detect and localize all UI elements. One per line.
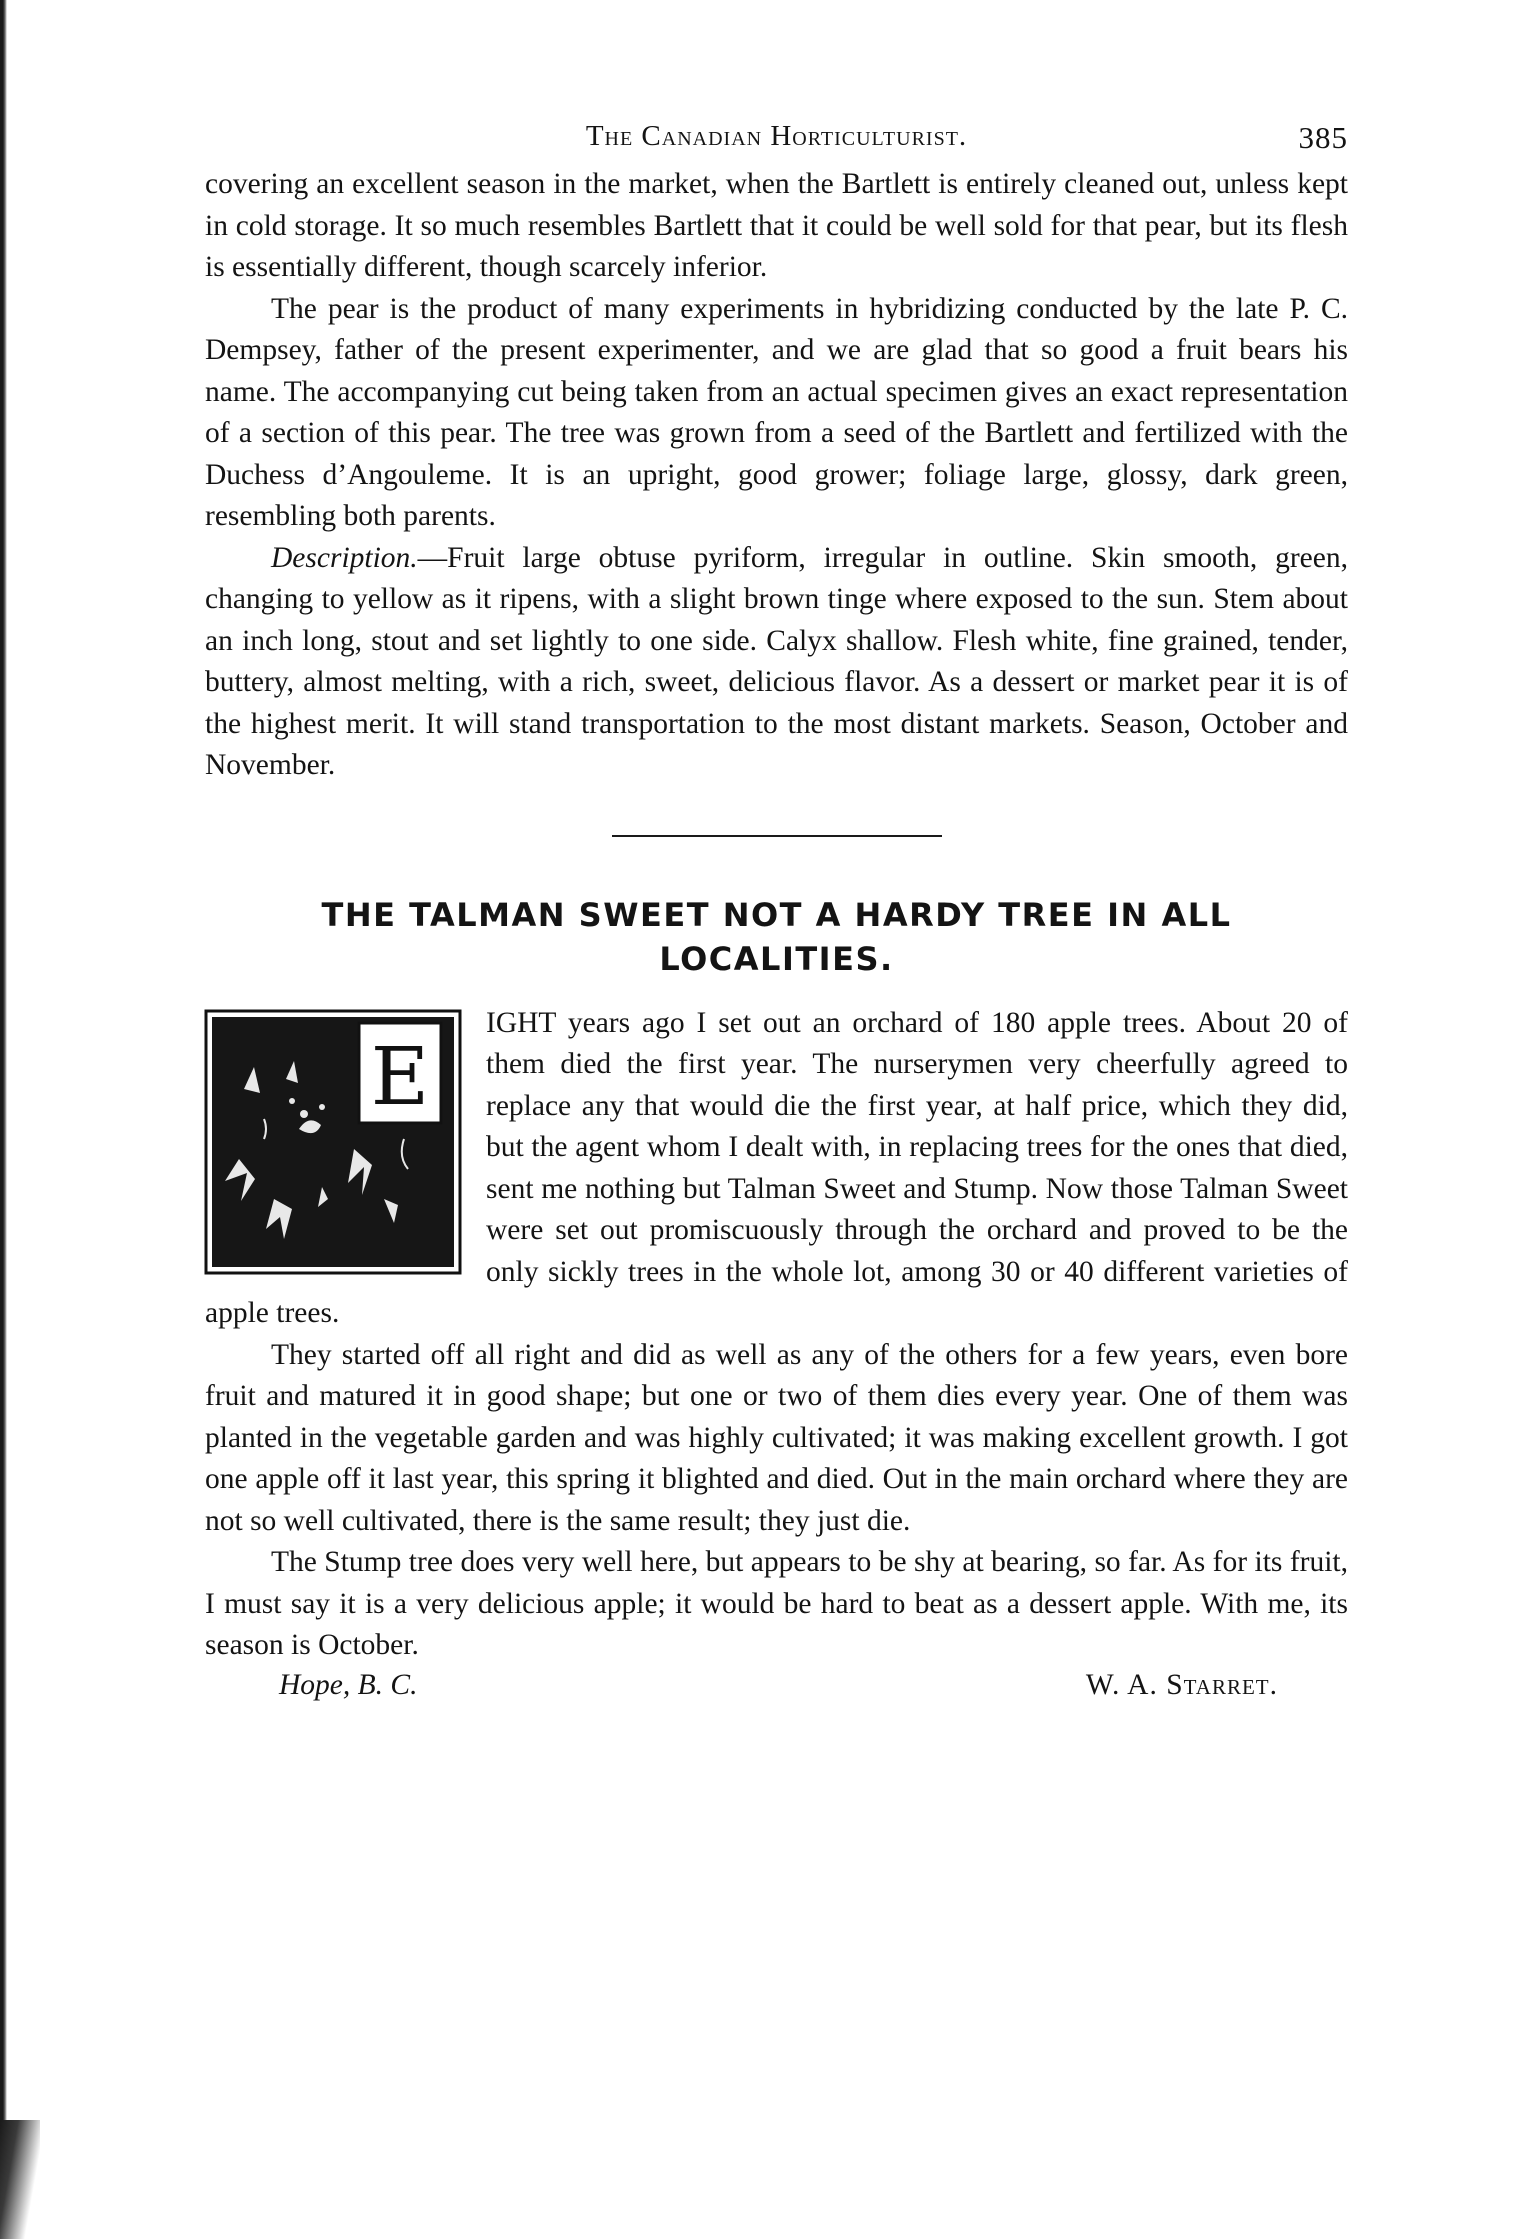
byline-author: W. A. Starret. (1085, 1668, 1278, 1701)
description-text: —Fruit large obtuse pyriform, irregular in outline. Skin smooth, green, changing to yellow as it ripens, with a slight brown tinge where exposed to the sun. Stem about an inch long, stout and set lightly to one side. Calyx shallow. Flesh white, fine grained, tender, buttery, almost melting, with a rich, sweet, delicious flavor. As a dessert or market pear it is of the highest merit. It will stand transportation to the most distant markets. Season, October and November. (205, 541, 1348, 781)
article-title: THE TALMAN SWEET NOT A HARDY TREE IN ALL LOCALITIES. (321, 895, 1232, 978)
paragraph-pear-description (205, 538, 1348, 787)
drop-cap-graphic (204, 1009, 462, 1275)
article-body (205, 1003, 1348, 1713)
page (205, 120, 1348, 1713)
description-lead: Description. (271, 541, 418, 574)
paragraph-talman-planting: IGHT years ago I set out an orchard of 180 apple trees. About 20 of them died the first year. The nurserymen very cheerfully agreed to replace any that would die the first year, at half price, which they did, but the agent whom I dealt with, in replacing trees for the ones that died, sent me nothing but Talman Sweet and Stump. Now those Talman Sweet were set out promiscuously through the orchard and proved to be the only sickly trees in the whole lot, among 30 or 40 different varieties of apple trees. (205, 1006, 1348, 1329)
paragraph-stump-tree: The Stump tree does very well here, but appears to be shy at bearing, so far. As for its fruit, I must say it is a very delicious apple; it would be hard to beat as a dessert apple. With me, its season is October. (205, 1546, 1348, 1661)
page-number: 385 (1298, 120, 1348, 155)
byline-place: Hope, B. C. (279, 1668, 418, 1701)
byline (205, 1669, 1348, 1713)
section-divider (612, 835, 942, 837)
drop-cap-ornament (204, 1009, 462, 1275)
paragraph-pear-origin: The pear is the product of many experiments in hybridizing conducted by the late P. C. Dempsey, father of the present experimenter, and we are glad that so good a fruit bears his name. The accompanying cut being taken from an actual specimen gives an exact representation of a section of this pear. The tree was grown from a seed of the Bartlett and fertilized with the Duchess d’Angouleme. It is an upright, good grower; foliage large, glossy, dark green, resembling both parents. (205, 292, 1348, 532)
running-title: The Canadian Horticulturist. (585, 120, 968, 152)
drop-cap-letter: E (370, 1029, 430, 1123)
running-head (205, 120, 1348, 164)
book-spine-shadow (0, 0, 7, 2239)
book-spine-corner (0, 2120, 40, 2239)
paragraph-talman-decline: They started off all right and did as well as any of the others for a few years, even bore fruit and matured it in good shape; but one or two of them dies every year. One of them was planted in the vegetable garden and was highly cultivated; it was making excellent growth. I got one apple off it last year, this spring it blighted and died. Out in the main orchard where they are not so well cultivated, there is the same result; they just die. (205, 1338, 1348, 1537)
paragraph-pear-continued: covering an excellent season in the market, when the Bartlett is entirely cleaned out, unless kept in cold storage. It so much resembles Bartlett that it could be well sold for that pear, but its flesh is essentially different, though scarcely inferior. (205, 168, 1348, 283)
